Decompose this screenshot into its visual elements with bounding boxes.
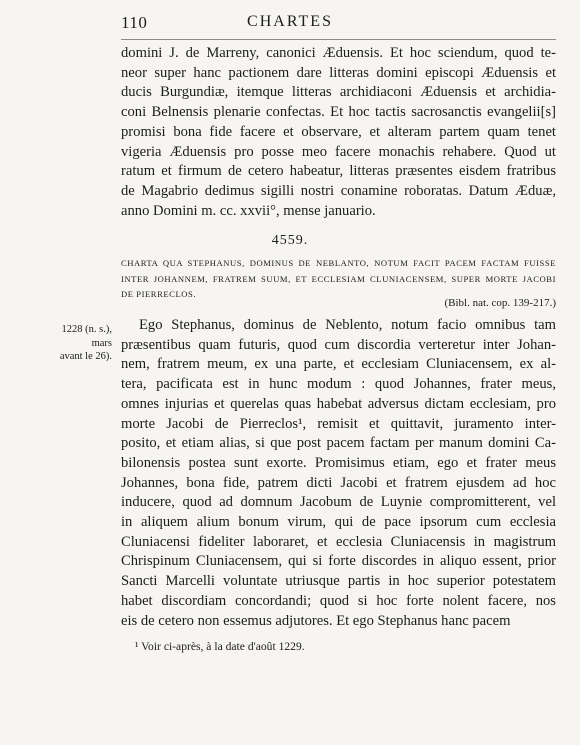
text-line: domini J. de Marreny, canonici Æduensis. Et hoc sciendum, quod te- bbox=[121, 45, 556, 61]
text-line: Cluniacensi fideliter laboraret, et ecclesia Cluniacensis in magistrum bbox=[121, 533, 556, 550]
text-line: ducis Burgundiæ, itemque litteras archidiaconi Æduensis et archidia- bbox=[121, 84, 556, 101]
page-header bbox=[0, 13, 580, 37]
text-line: neor super hanc pactionem dare litteras domini episcopi Æduensis et bbox=[121, 64, 556, 81]
text-line: præsentibus quam futuris, quod cum discordia verteretur inter Johan- bbox=[121, 336, 556, 353]
charter-number: 4559. bbox=[271, 233, 309, 248]
paragraph-continued bbox=[121, 44, 556, 221]
summary-line: INTER JOHANNEM, FRATREM SUUM, ET ECCLESIAM CLUNIACENSEM, SUPER MORTE JACOBI bbox=[121, 273, 556, 284]
header-rule bbox=[121, 39, 556, 40]
margin-note-line: 1228 (n. s.), bbox=[61, 324, 112, 335]
margin-date-note bbox=[50, 323, 112, 364]
text-line: Ego Stephanus, dominus de Neblento, notum facio omnibus tam bbox=[139, 317, 556, 333]
text-line: bilonensis postea sunt exorte. Promisimus etiam, ego et frater meus bbox=[121, 454, 556, 471]
text-line: promisi bona fide facere et observare, et alteram partem quam tenet bbox=[121, 123, 556, 140]
charter-source: (Bibl. nat. cop. 139-217.) bbox=[444, 297, 556, 309]
text-line: de Magabrio dedimus sigilli nostri conamine roboratas. Datum Æduæ, bbox=[121, 182, 556, 199]
text-line: Chrispinum Cluniacensem, qui si forte discordes in aliquo essent, prior bbox=[121, 553, 556, 570]
text-line: eis de cetero non essemus adjutores. Et ego Stephanus hanc pacem bbox=[121, 612, 511, 629]
text-line: in aliquem alium bonum virum, qui de pace ipsorum cum ecclesia bbox=[121, 514, 556, 531]
summary-line: DE PIERRECLOS. bbox=[121, 289, 197, 299]
text-line: inducere, quod ad domnum Jacobum de Luynie compromitterent, vel bbox=[121, 494, 556, 511]
text-line: posito, et etiam alias, si que post pacem factam per manum domini Ca- bbox=[121, 435, 556, 452]
summary-line: CHARTA QUA STEPHANUS, DOMINUS DE NEBLANTO, NOTUM FACIT PACEM FACTAM FUISSE bbox=[121, 258, 556, 268]
margin-note-line: mars bbox=[91, 337, 112, 349]
text-line: anno Domini m. cc. xxvii°, mense januario. bbox=[121, 202, 376, 219]
text-line: morte Jacobi de Pierreclos¹, remisit et quittavit, juramento inter- bbox=[121, 415, 556, 432]
footnote: ¹ Voir ci-après, à la date d'août 1229. bbox=[135, 640, 305, 653]
text-line: Sancti Marcelli voluntate utriusque partis in hoc superior potestatem bbox=[121, 573, 556, 590]
text-line: nem, fratrem meum, ex una parte, et ecclesiam Cluniacensem, ex al- bbox=[121, 356, 556, 373]
charter-text bbox=[121, 316, 556, 631]
charter-summary bbox=[121, 256, 556, 303]
text-line: omnes injurias et querelas quas habebat adversus dictam ecclesiam, pro bbox=[121, 395, 556, 412]
text-line: coni Belnensis plenarie confectas. Et hoc tactis sacrosanctis evangelii[s] bbox=[121, 104, 556, 121]
text-line: tera, pacificata est in hunc modum : quod Johannes, frater meus, bbox=[121, 376, 556, 393]
text-line: Johannes, bona fide, patrem dicti Jacobi et fratrem ejusdem ad hoc bbox=[121, 474, 556, 491]
text-line: habet discordiam concordandi; quod si hoc forte nolent facere, nos bbox=[121, 592, 556, 609]
text-line: vigeria Æduensis pro posse meo facere monachis rehabere. Quod ut bbox=[121, 143, 556, 160]
text-line: ratum et firmum de cetero habeatur, litteras præsentes eisdem fratribus bbox=[121, 163, 556, 180]
page-number: 110 bbox=[121, 13, 148, 32]
margin-note-line: avant le 26). bbox=[59, 351, 112, 362]
running-title: CHARTES bbox=[247, 13, 333, 30]
